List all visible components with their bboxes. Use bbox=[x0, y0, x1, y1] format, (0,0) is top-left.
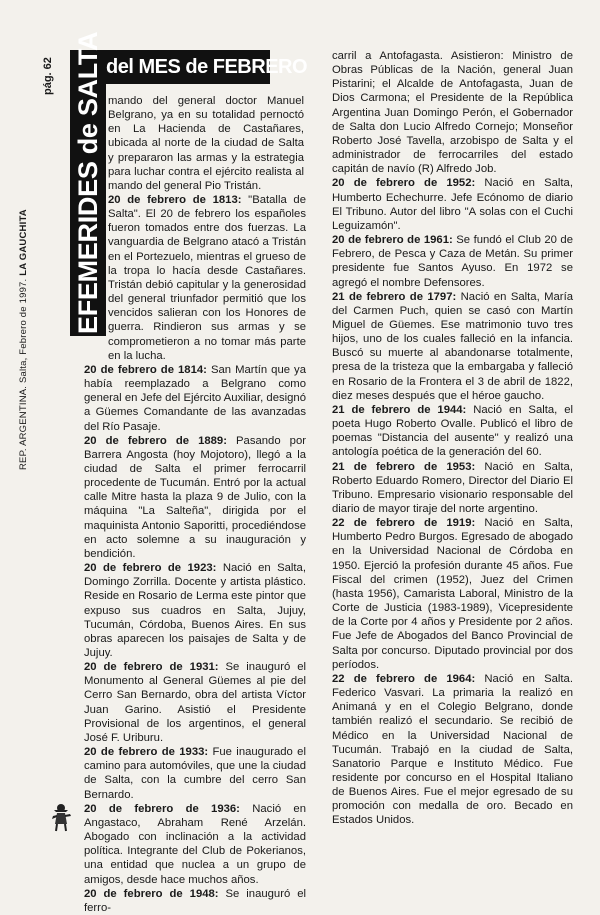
entry-text: "Batalla de Salta". El 20 de febrero los españoles fueron tomados entre dos fuerzas. La vanguardia de Belgrano atacó a Tristán en el Portezuelo, mientras el grueso de la tropa lo hacía desde Castañares. Tristán debió capitular y la generosidad del general triunfador permitió que los vencidos salieran con los Honores de guerra. Rindieron sus armas y se comprometieron a no tomar más parte en la lucha. bbox=[108, 194, 306, 362]
page-number: pág. 62 bbox=[42, 57, 54, 95]
entry-date: 20 de febrero de 1952: bbox=[332, 177, 476, 190]
entry bbox=[84, 363, 306, 434]
entry-date: 20 de febrero de 1933: bbox=[84, 746, 209, 759]
entry-text: Fue inaugurado el camino para automóviles, que une la ciudad de Salta, con la cumbre del cerro San Bernardo. bbox=[84, 746, 306, 801]
entry bbox=[332, 176, 573, 233]
entry-date: 20 de febrero de 1931: bbox=[84, 661, 219, 674]
entry bbox=[84, 193, 306, 363]
entry-text: Se fundó el Club 20 de Febrero, de Pesca y Caza de Metán. Su primer presidente fue Santos Ayuso. En 1972 se agregó el nombre Defensores. bbox=[332, 234, 573, 289]
gaucho-mascot-icon bbox=[48, 802, 74, 832]
entry-text: Nació en Salta, Roberto Eduardo Romero, Director del Diario El Tribuno. Empresario visionario responsable del diario de mayor tiraje del norte argentino. bbox=[332, 460, 573, 515]
entry-date: 20 de febrero de 1813: bbox=[108, 194, 242, 206]
entry-date: 22 de febrero de 1964: bbox=[332, 672, 476, 685]
column-2-intro-text: carril a Antofagasta. Asistieron: Ministro de Obras Públicas de la Nación, general Juan Pistarini; el Alcalde de Antofagasta, Juan de Dios Carmona; el Presidente de la República Argentina Juan Domingo Perón, el Gobernador de Salta don Lucio Alfredo Cornejo; Monseñor Roberto José Tavella, arzobispo de Salta y el administrador de ferrocarriles del estado capitán de navío (R) Alfredo Job. bbox=[332, 50, 573, 176]
entry bbox=[84, 745, 306, 802]
entry bbox=[332, 233, 573, 290]
entry-text: San Martín que ya había reemplazado a Belgrano como general en Jefe del Ejército Auxiliar, designó a Güemes Comandante de las avanzadas del Río Pasaje. bbox=[84, 363, 306, 433]
entry bbox=[84, 887, 306, 915]
entry-date: 20 de febrero de 1948: bbox=[84, 887, 219, 900]
entry-date: 22 de febrero de 1919: bbox=[332, 517, 476, 530]
entry-text: Nació en Angastaco, Abraham René Arzelán. Abogado con inclinación a la actividad política. Integrante del Club de Pokerianos, una entidad que nuclea a un grupo de amigos, desde hace muchos años. bbox=[84, 802, 306, 886]
column-1-intro-text: mando del general doctor Manuel Belgrano, ya en su totalidad pernoctó en La Hacienda de Castañares, ubicada al norte de la ciudad de Salta y prepararon las armas y la estrategia para luchar contra el ejército realista al mando del general Pio Tristán. bbox=[108, 95, 304, 192]
entry-text: Nació en Salta, María del Carmen Puch, quien se casó con Martín Miguel de Güemes. Ese matrimonio tuvo tres hijos, uno de los cuales falleció en la infancia. Buscó su muerte al abandonarse totalmente, presa de la tristeza que la embargaba y falleció en Rosario de la Frontera el 3 de abril de 1822, diez meses después que el héroe gaucho. bbox=[332, 290, 573, 402]
entry bbox=[84, 561, 306, 660]
entry-text: Pasando por Barrera Angosta (hoy Mojotoro), llegó a la ciudad de Salta el primer ferrocarril procedente de Tucumán. Entró por la actual calle Mitre hasta la plaza 9 de Julio, con la máquina "La Salteña", dirigida por el maquinista Antonio Saporitti, procediéndose en acto solemne a su inauguración y bendición. bbox=[84, 434, 306, 560]
section-title: EFEMERIDES de SALTA bbox=[73, 31, 103, 334]
entry-date: 20 de febrero de 1923: bbox=[84, 562, 217, 575]
entry-text: Nació en Salta, el poeta Hugo Roberto Ovalle. Publicó el libro de poemas "Distancia del ausente" y realizó una antología poética de la generación del 60. bbox=[332, 403, 573, 459]
entry bbox=[332, 672, 573, 828]
entry bbox=[332, 290, 573, 403]
entry bbox=[332, 403, 573, 460]
side-caption bbox=[18, 209, 29, 470]
entry-date: 20 de febrero de 1889: bbox=[84, 434, 227, 447]
entry-date: 21 de febrero de 1944: bbox=[332, 403, 467, 416]
entry-date: 20 de febrero de 1961: bbox=[332, 234, 453, 247]
entry-date: 21 de febrero de 1953: bbox=[332, 460, 476, 473]
entry-text: Nació en Salta, Humberto Pedro Burgos. Egresado de abogado en la Universidad Nacional de Córdoba en 1950. Ejerció la profesión durante 45 años. Fue Fiscal del crimen (1952), Juez del Crimen (hasta 1956), Camarista Laboral, Ministro de la Corte de Justicia (1983-1989), Vicepresidente de la Corte por 4 años y Presidente por 2 años. Fue Jefe de Abogados del Banco Provincial de Salta por concurso. Diputado provincial por dos períodos. bbox=[332, 517, 573, 671]
entry bbox=[84, 660, 306, 745]
column-2 bbox=[332, 49, 573, 828]
entry-text: Se inauguró el Monumento al General Güemes al pie del Cerro San Bernardo, obra del artista Víctor Juan Garino. Asistió el Presidente Provisional de los argentinos, el general José F. Uriburu. bbox=[84, 661, 306, 744]
entry-text: Nació en Salta, Humberto Echechurre. Jefe Ecónomo de diario El Tribuno. Autor del libro "A solas con el Cuchi Leguizamón". bbox=[332, 177, 573, 232]
entry bbox=[332, 460, 573, 517]
column-1 bbox=[84, 193, 306, 915]
column-1-intro bbox=[108, 94, 304, 193]
entry bbox=[84, 434, 306, 561]
publication-name: LA GAUCHITA bbox=[18, 209, 29, 276]
entry-date: 21 de febrero de 1797: bbox=[332, 290, 457, 303]
entry-date: 20 de febrero de 1936: bbox=[84, 802, 240, 815]
entry bbox=[332, 516, 573, 672]
entry bbox=[84, 802, 306, 887]
entry-text: Nació en Salta. Federico Vasvari. La primaria la realizó en Animaná y en el Colegio Belgrano, donde también realizó el secundario. Se recibió de Médico en la Universidad Nacional de Tucumán. Trabajó en la ciudad de Salta, Sanatorio Parque e Instituto Médico. Fue residente por concurso en el Hospital Italiano de Buenos Aires. Fue el mejor egresado de su promoción con medalla de oro. Becado en Estados Unidos. bbox=[332, 672, 573, 827]
side-caption-prefix: REP. ARGENTINA. Salta, Febrero de 1997. bbox=[18, 275, 29, 470]
entry-text: Nació en Salta, Domingo Zorrilla. Docente y artista plástico. Reside en Rosario de Lerma este pintor que expuso sus cuadros en Salta, Jujuy, Tucumán, Córdoba, Buenos Aires. En sus obras aparecen los paisajes de Salta y de Jujuy. bbox=[84, 562, 306, 659]
entry-text: Se inauguró el ferro- bbox=[84, 887, 306, 914]
entry-date: 20 de febrero de 1814: bbox=[84, 363, 207, 376]
month-title: del MES de FEBRERO bbox=[106, 50, 270, 84]
